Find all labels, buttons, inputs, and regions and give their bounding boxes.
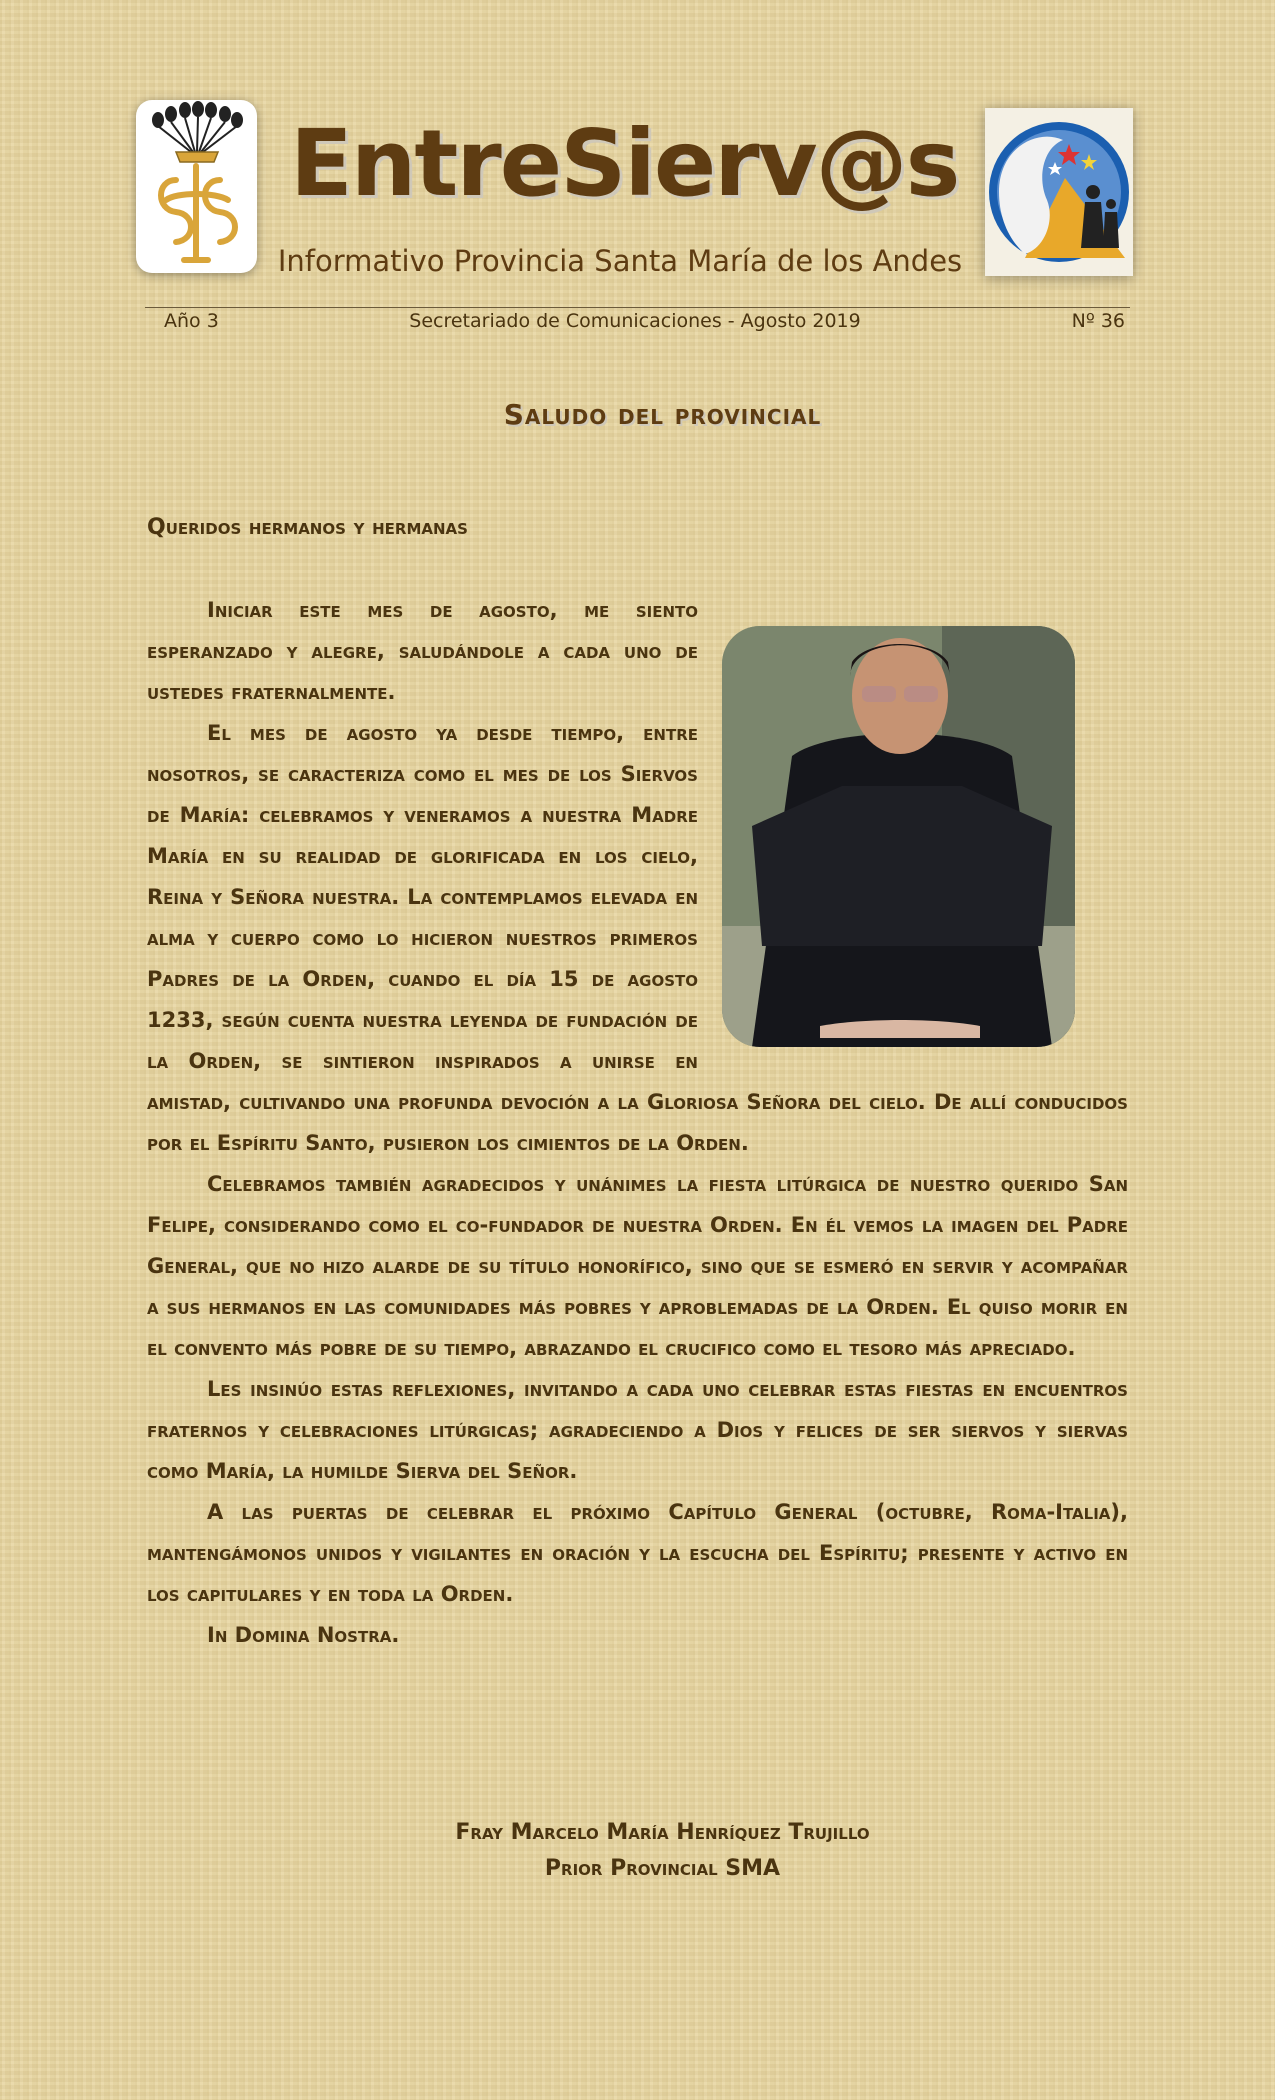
article-paragraph-5: A las puertas de celebrar el próximo Capítulo General (octubre, Roma-Italia), mantengámonos unidos y vigilantes en oración y la escucha del Espíritu; presente y activo en los capitulares y en toda la Orden. bbox=[147, 1500, 1128, 1606]
issue-number: Nº 36 bbox=[1071, 310, 1125, 332]
signature-role: Prior Provincial SMA bbox=[544, 1856, 781, 1881]
article-body bbox=[147, 590, 1128, 1656]
monogram-icon bbox=[161, 166, 235, 260]
order-crest-logo bbox=[136, 100, 257, 273]
province-logo bbox=[985, 108, 1133, 276]
signature-name: Fray Marcelo María Henríquez Trujillo bbox=[455, 1820, 870, 1845]
newsletter-subtitle: Informativo Provincia Santa María de los Andes bbox=[277, 244, 963, 278]
header-divider bbox=[145, 307, 1130, 308]
article-paragraph-4: Les insinúo estas reflexiones, invitando a cada uno celebrar estas fiestas en encuentros fraternos y celebraciones litúrgicas; agradeciendo a Dios y felices de ser siervos y siervas como María, la humilde Sierva del Señor. bbox=[147, 1377, 1128, 1483]
newsletter-title: EntreSierv@s bbox=[290, 110, 959, 217]
article-paragraph-2: El mes de agosto ya desde tiempo, entre nosotros, se caracteriza como el mes de los Siervos de María: celebramos y veneramos a nuestra Madre María en su realidad de glorificada en los cielo, Reina y Señora nuestra. La contemplamos elevada en alma y cuerpo como lo hicieron nuestros primeros Padres de la Orden, cuando el día 15 de agosto 1233, según cuenta nuestra leyenda de fundación de la Orden, se sintieron inspirados a unirse en amistad, cultivando una profunda devoción a la Gloriosa Señora del cielo. De allí conducidos por el Espíritu Santo, pusieron los cimientos de la Orden. bbox=[147, 721, 1128, 1155]
article-closing: In Domina Nostra. bbox=[207, 1623, 400, 1647]
article-greeting: Queridos hermanos y hermanas bbox=[147, 515, 468, 540]
article-title: Saludo del provincial bbox=[503, 398, 822, 431]
issue-secretariat: Secretariado de Comunicaciones - Agosto 2019 bbox=[409, 310, 861, 332]
article-paragraph-1: Iniciar este mes de agosto, me siento esperanzado y alegre, saludándole a cada uno de ustedes fraternalmente. bbox=[147, 598, 698, 704]
issue-year: Año 3 bbox=[164, 310, 219, 332]
crown-lilies-icon bbox=[152, 101, 243, 162]
photo-wrap-spacer bbox=[698, 590, 1128, 1068]
signature-block bbox=[300, 1815, 1025, 1887]
article-paragraph-3: Celebramos también agradecidos y unánimes la fiesta litúrgica de nuestro querido San Felipe, considerando como el co-fundador de nuestra Orden. En él vemos la imagen del Padre General, que no hizo alarde de su título honorífico, sino que se esmeró en servir y acompañar a sus hermanos en las comunidades más pobres y aproblemadas de la Orden. El quiso morir en el convento más pobre de su tiempo, abrazando el crucifico como el tesoro más apreciado. bbox=[147, 1172, 1128, 1360]
